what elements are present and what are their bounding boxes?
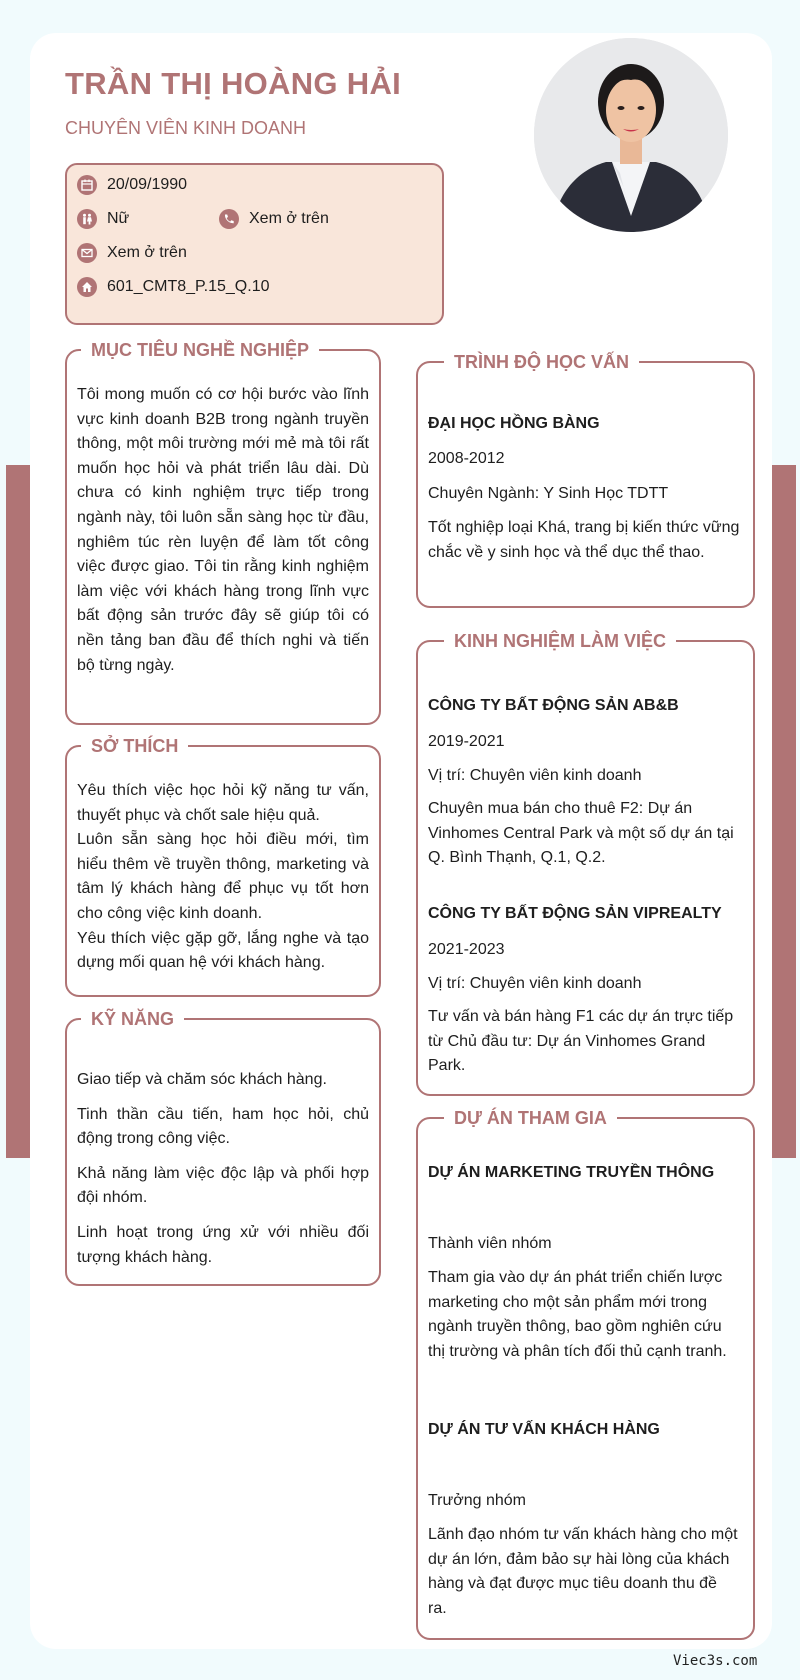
school-name: ĐẠI HỌC HỒNG BÀNG — [428, 415, 600, 432]
phone-value: Xem ở trên — [249, 210, 329, 227]
email-icon — [77, 243, 97, 263]
site-watermark: Viec3s.com — [673, 1653, 758, 1669]
education-years: 2008-2012 — [428, 450, 505, 467]
address-value: 601_CMT8_P.15_Q.10 — [107, 278, 270, 295]
education-entry — [428, 413, 740, 565]
job-description: Chuyên mua bán cho thuê F2: Dự án Vinhomes Central Park và một số dự án tại Q. Bình Thạnh, Q.1, Q.2. — [428, 800, 734, 867]
objective-text: Tôi mong muốn có cơ hội bước vào lĩnh vực kinh doanh B2B trong ngành truyền thông, một môi trường mới mẻ mà tôi rất muốn học hỏi và phát triển lâu dài. Dù chưa có kinh nghiệm trực tiếp trong ngành này, tôi luôn sẵn sàng học từ đầu, nghiêm túc rèn luyện để làm tốt công việc được giao. Tôi tin rằng kinh nghiệm làm việc với khách hàng trong lĩnh vực bất động sản trước đây sẽ giúp tôi có nền tảng ban đầu để thích nghi và tiến bộ từng ngày. — [77, 386, 369, 674]
hobby-item: Yêu thích việc gặp gỡ, lắng nghe và tạo dựng mối quan hệ với khách hàng. — [77, 929, 369, 972]
job-years: 2019-2021 — [428, 733, 505, 750]
experience-heading: KINH NGHIỆM LÀM VIỆC — [444, 629, 676, 653]
hobbies-heading: SỞ THÍCH — [81, 734, 188, 758]
hobbies-section — [65, 736, 381, 997]
hobby-item: Luôn sẵn sàng học hỏi điều mới, tìm hiểu thêm về truyền thông, marketing và tâm lý khách hàng để phục vụ tốt hơn cho công việc kinh doanh. — [77, 831, 369, 922]
email-value: Xem ở trên — [107, 244, 187, 261]
hobby-item: Yêu thích việc học hỏi kỹ năng tư vấn, thuyết phục và chốt sale hiệu quả. — [77, 782, 369, 824]
project-description: Tham gia vào dự án phát triển chiến lược marketing cho một sản phẩm mới trong ngành truyền thông, bao gồm nghiên cứu thị trường và phân tích đối thủ cạnh tranh. — [428, 1269, 727, 1360]
company-name: CÔNG TY BẤT ĐỘNG SẢN VIPREALTY — [428, 905, 722, 922]
portrait-illustration — [534, 38, 728, 232]
project-description: Lãnh đạo nhóm tư vấn khách hàng cho một dự án lớn, đảm bảo sự hài lòng của khách hàng và đạt được mục tiêu doanh thu đề ra. — [428, 1526, 738, 1617]
contact-birthday — [77, 175, 187, 195]
project-role: Trưởng nhóm — [428, 1492, 526, 1509]
contact-info-box — [65, 163, 444, 325]
job-position: Vị trí: Chuyên viên kinh doanh — [428, 975, 642, 992]
contact-address — [77, 277, 269, 297]
candidate-title: CHUYÊN VIÊN KINH DOANH — [65, 118, 307, 138]
projects-heading: DỰ ÁN THAM GIA — [444, 1106, 617, 1130]
experience-section — [416, 631, 755, 1096]
job-entry — [428, 695, 740, 871]
company-name: CÔNG TY BẤT ĐỘNG SẢN AB&B — [428, 697, 679, 714]
phone-icon — [219, 209, 239, 229]
contact-email — [77, 243, 187, 263]
project-entry — [428, 1419, 740, 1621]
education-section — [416, 352, 755, 608]
skill-item: Khả năng làm việc độc lập và phối hợp đội nhóm. — [77, 1164, 369, 1207]
birthday-value: 20/09/1990 — [107, 176, 188, 193]
skills-heading: KỸ NĂNG — [81, 1007, 184, 1031]
project-entry — [428, 1162, 740, 1364]
objective-heading: MỤC TIÊU NGHỀ NGHIỆP — [81, 338, 319, 362]
skills-list — [77, 1068, 369, 1280]
contact-gender — [77, 209, 129, 229]
education-heading: TRÌNH ĐỘ HỌC VẤN — [444, 350, 639, 374]
education-description: Tốt nghiệp loại Khá, trang bị kiến thức vững chắc về y sinh học và thể dục thể thao. — [428, 519, 740, 561]
skills-section — [65, 1009, 381, 1286]
skill-item: Tinh thần cầu tiến, ham học hỏi, chủ động trong công việc. — [77, 1105, 369, 1148]
skill-item: Linh hoạt trong ứng xử với nhiều đối tượng khách hàng. — [77, 1223, 369, 1266]
gender-icon — [77, 209, 97, 229]
project-role: Thành viên nhóm — [428, 1235, 552, 1252]
job-description: Tư vấn và bán hàng F1 các dự án trực tiếp từ Chủ đầu tư: Dự án Vinhomes Grand Park. — [428, 1008, 734, 1075]
gender-value: Nữ — [107, 210, 130, 227]
skill-item: Giao tiếp và chăm sóc khách hàng. — [77, 1071, 327, 1088]
job-position: Vị trí: Chuyên viên kinh doanh — [428, 767, 642, 784]
project-name: DỰ ÁN MARKETING TRUYỀN THÔNG — [428, 1164, 715, 1181]
hobbies-list — [77, 779, 369, 976]
job-years: 2021-2023 — [428, 941, 505, 958]
contact-phone — [219, 209, 329, 229]
profile-photo — [534, 38, 728, 232]
job-entry — [428, 903, 740, 1079]
right-decor-band — [772, 465, 796, 1158]
calendar-icon — [77, 175, 97, 195]
projects-section — [416, 1108, 755, 1640]
home-icon — [77, 277, 97, 297]
objective-section — [65, 340, 381, 725]
left-decor-band — [6, 465, 30, 1158]
project-name: DỰ ÁN TƯ VẤN KHÁCH HÀNG — [428, 1421, 660, 1438]
education-major: Chuyên Ngành: Y Sinh Học TDTT — [428, 485, 669, 502]
candidate-name: TRẦN THỊ HOÀNG HẢI — [65, 66, 402, 101]
